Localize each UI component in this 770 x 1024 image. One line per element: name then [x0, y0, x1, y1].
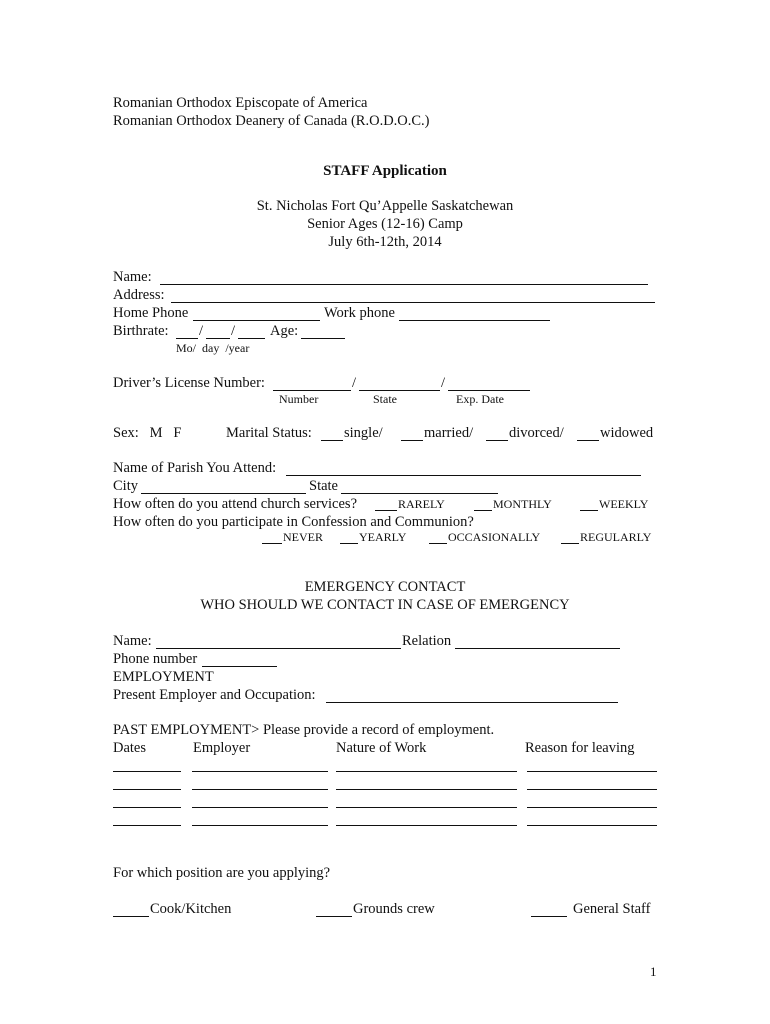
license-state-hint: State [373, 392, 397, 406]
position-question: For which position are you applying? [113, 865, 331, 881]
emergency-phone-field[interactable] [202, 666, 277, 667]
license-state-field[interactable] [359, 390, 440, 391]
row3-nature-field[interactable] [336, 807, 517, 808]
address-label: Address: [113, 287, 165, 303]
row3-dates-field[interactable] [113, 807, 181, 808]
row1-nature-field[interactable] [336, 771, 517, 772]
city-label: City [113, 478, 138, 494]
state-field[interactable] [341, 493, 498, 494]
home-phone-field[interactable] [193, 320, 320, 321]
home-phone-label: Home Phone [113, 305, 189, 321]
birth-slash-2: / [231, 323, 236, 339]
col-reason-for-leaving: Reason for leaving [525, 740, 635, 756]
present-employer-field[interactable] [326, 702, 618, 703]
row3-employer-field[interactable] [192, 807, 328, 808]
emergency-subheading: WHO SHOULD WE CONTACT IN CASE OF EMERGENCY [200, 597, 570, 613]
yearly-option: YEARLY [359, 530, 407, 544]
event-dates: July 6th-12th, 2014 [328, 234, 442, 250]
present-employer-label: Present Employer and Occupation: [113, 687, 316, 703]
name-field[interactable] [160, 284, 648, 285]
relation-label: Relation [402, 633, 452, 649]
row2-reason-field[interactable] [527, 789, 657, 790]
city-field[interactable] [141, 493, 306, 494]
parish-name-label: Name of Parish You Attend: [113, 460, 277, 476]
birth-month-field[interactable] [176, 338, 198, 339]
name-label: Name: [113, 269, 152, 285]
sex-label: Sex: M F [113, 425, 182, 441]
confession-question: How often do you participate in Confession and Communion? [113, 514, 474, 530]
divorced-blank[interactable] [486, 440, 508, 441]
married-blank[interactable] [401, 440, 423, 441]
row1-employer-field[interactable] [192, 771, 328, 772]
relation-field[interactable] [455, 648, 620, 649]
age-label: Age: [270, 323, 299, 339]
license-label: Driver’s License Number: [113, 375, 265, 391]
widowed-blank[interactable] [577, 440, 599, 441]
cook-kitchen-option: Cook/Kitchen [150, 901, 232, 917]
license-slash-2: / [441, 375, 446, 391]
birth-year-field[interactable] [238, 338, 265, 339]
col-nature-of-work: Nature of Work [336, 740, 427, 756]
emergency-phone-label: Phone number [113, 651, 198, 667]
page-title: STAFF Application [323, 163, 447, 179]
yearly-blank[interactable] [340, 543, 358, 544]
birthrate-label: Birthrate: [113, 323, 169, 339]
row4-reason-field[interactable] [527, 825, 657, 826]
age-field[interactable] [301, 338, 345, 339]
past-employment-intro: PAST EMPLOYMENT> Please provide a record of employment. [113, 722, 495, 738]
employment-heading: EMPLOYMENT [113, 669, 214, 685]
single-blank[interactable] [321, 440, 343, 441]
work-phone-field[interactable] [399, 320, 550, 321]
emergency-name-field[interactable] [156, 648, 401, 649]
row1-reason-field[interactable] [527, 771, 657, 772]
row2-nature-field[interactable] [336, 789, 517, 790]
event-location: St. Nicholas Fort Qu’Appelle Saskatchewan [256, 198, 514, 214]
state-label: State [309, 478, 338, 494]
row4-dates-field[interactable] [113, 825, 181, 826]
org-line-1: Romanian Orthodox Episcopate of America [113, 95, 368, 111]
event-camp: Senior Ages (12-16) Camp [307, 216, 463, 232]
widowed-option: widowed [600, 425, 654, 441]
row3-reason-field[interactable] [527, 807, 657, 808]
occasionally-option: OCCASIONALLY [448, 530, 541, 544]
single-option: single/ [344, 425, 383, 441]
weekly-option: WEEKLY [599, 497, 649, 511]
license-exp-hint: Exp. Date [456, 392, 504, 406]
rarely-blank[interactable] [375, 510, 397, 511]
regularly-blank[interactable] [561, 543, 579, 544]
grounds-blank[interactable] [316, 916, 352, 917]
general-staff-option: General Staff [573, 901, 651, 917]
work-phone-label: Work phone [324, 305, 395, 321]
monthly-blank[interactable] [474, 510, 492, 511]
emergency-heading: EMERGENCY CONTACT [304, 579, 466, 595]
grounds-crew-option: Grounds crew [353, 901, 435, 917]
cook-blank[interactable] [113, 916, 149, 917]
monthly-option: MONTHLY [493, 497, 552, 511]
divorced-option: divorced/ [509, 425, 564, 441]
never-blank[interactable] [262, 543, 282, 544]
birth-day-field[interactable] [206, 338, 230, 339]
occasionally-blank[interactable] [429, 543, 447, 544]
row4-nature-field[interactable] [336, 825, 517, 826]
org-line-2: Romanian Orthodox Deanery of Canada (R.O.D.O.C.) [113, 113, 430, 129]
col-dates: Dates [113, 740, 147, 756]
never-option: NEVER [283, 530, 323, 544]
license-number-hint: Number [279, 392, 319, 406]
license-slash-1: / [352, 375, 357, 391]
emergency-name-label: Name: [113, 633, 152, 649]
general-blank[interactable] [531, 916, 567, 917]
row2-dates-field[interactable] [113, 789, 181, 790]
page-number: 1 [650, 964, 657, 979]
birth-slash-1: / [199, 323, 204, 339]
weekly-blank[interactable] [580, 510, 598, 511]
license-exp-field[interactable] [448, 390, 530, 391]
col-employer: Employer [193, 740, 251, 756]
birth-format-hint: Mo/ day /year [176, 341, 250, 355]
address-field[interactable] [171, 302, 655, 303]
license-number-field[interactable] [273, 390, 351, 391]
row2-employer-field[interactable] [192, 789, 328, 790]
attend-question: How often do you attend church services? [113, 496, 358, 512]
married-option: married/ [424, 425, 474, 441]
rarely-option: RARELY [398, 497, 445, 511]
parish-name-field[interactable] [286, 475, 641, 476]
row4-employer-field[interactable] [192, 825, 328, 826]
row1-dates-field[interactable] [113, 771, 181, 772]
marital-status-label: Marital Status: [226, 425, 312, 441]
regularly-option: REGULARLY [580, 530, 652, 544]
